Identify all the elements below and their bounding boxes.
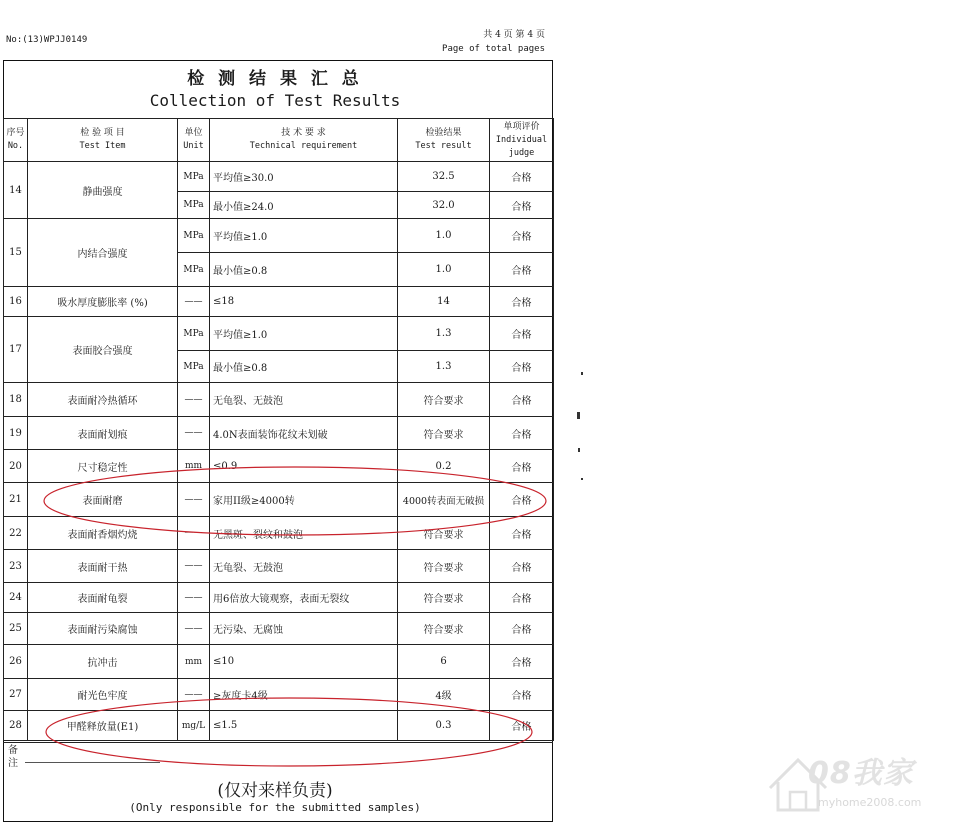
scan-speck [581, 478, 583, 480]
cell-no: 19 [4, 417, 28, 450]
scan-speck [578, 448, 580, 452]
cell-item: 吸水厚度膨胀率 (%) [28, 287, 178, 317]
cell-requirement: 最小值≥0.8 [210, 351, 398, 383]
cell-unit: MPa [178, 351, 210, 383]
cell-unit: mg/L [178, 711, 210, 741]
cell-unit: —— [178, 679, 210, 711]
cell-requirement: ≤18 [210, 287, 398, 317]
cell-result: 1.0 [398, 219, 490, 253]
cell-requirement: ≥灰度卡4级 [210, 679, 398, 711]
cell-item: 表面耐磨 [28, 483, 178, 517]
cell-judge: 合格 [490, 417, 554, 450]
cell-no: 14 [4, 162, 28, 219]
cell-requirement: ≤1.5 [210, 711, 398, 741]
cell-requirement: 无龟裂、无鼓泡 [210, 550, 398, 583]
cell-requirement: ≤10 [210, 645, 398, 679]
cell-result: 符合要求 [398, 550, 490, 583]
col-header-result: 检验结果 Test result [398, 119, 490, 162]
cell-requirement: 无黑斑、裂纹和鼓泡 [210, 517, 398, 550]
cell-no: 27 [4, 679, 28, 711]
cell-result: 4000转表面无破损 [398, 483, 490, 517]
cell-unit: mm [178, 450, 210, 483]
cell-judge: 合格 [490, 383, 554, 417]
cell-unit: MPa [178, 192, 210, 219]
document-number: No:(13)WPJJ0149 [6, 35, 88, 45]
report-title-zh: 检 测 结 果 汇 总 [187, 69, 363, 89]
cell-requirement: 无污染、无腐蚀 [210, 613, 398, 645]
cell-item: 表面耐冷热循环 [28, 383, 178, 417]
annotation-ellipse-row-21 [44, 467, 546, 535]
cell-item: 表面耐香烟灼烧 [28, 517, 178, 550]
cell-requirement: 平均值≥1.0 [210, 317, 398, 351]
col-header-requirement: 技 术 要 求 Technical requirement [210, 119, 398, 162]
cell-item: 静曲强度 [28, 162, 178, 219]
cell-result: 1.3 [398, 351, 490, 383]
cell-unit: —— [178, 287, 210, 317]
cell-judge: 合格 [490, 679, 554, 711]
col-header-unit: 单位 Unit [178, 119, 210, 162]
cell-result: 1.3 [398, 317, 490, 351]
cell-judge: 合格 [490, 645, 554, 679]
cell-item: 表面耐干热 [28, 550, 178, 583]
cell-unit: MPa [178, 162, 210, 192]
footer-note-zh: (仅对来样负责) [217, 781, 333, 801]
cell-requirement: 用6倍放大镜观察，表面无裂纹 [210, 583, 398, 613]
cell-unit: —— [178, 383, 210, 417]
cell-no: 18 [4, 383, 28, 417]
cell-result: 符合要求 [398, 613, 490, 645]
cell-no: 17 [4, 317, 28, 383]
cell-item: 耐光色牢度 [28, 679, 178, 711]
col-header-item: 检 验 项 目 Test Item [28, 119, 178, 162]
cell-judge: 合格 [490, 287, 554, 317]
report-title-en: Collection of Test Results [149, 91, 401, 110]
cell-unit: mm [178, 645, 210, 679]
cell-no: 24 [4, 583, 28, 613]
cell-no: 15 [4, 219, 28, 287]
cell-unit: —— [178, 583, 210, 613]
cell-no: 26 [4, 645, 28, 679]
cell-result: 符合要求 [398, 517, 490, 550]
cell-unit: MPa [178, 253, 210, 287]
cell-judge: 合格 [490, 162, 554, 192]
cell-unit: —— [178, 517, 210, 550]
cell-unit: MPa [178, 219, 210, 253]
cell-requirement: 4.0N表面装饰花纹未划破 [210, 417, 398, 450]
cell-judge: 合格 [490, 317, 554, 351]
cell-judge: 合格 [490, 219, 554, 253]
cell-judge: 合格 [490, 711, 554, 741]
cell-item: 内结合强度 [28, 219, 178, 287]
annotation-ellipse-row-28 [46, 698, 532, 766]
cell-item: 表面耐龟裂 [28, 583, 178, 613]
cell-result: 0.3 [398, 711, 490, 741]
cell-item: 甲醛释放量(E1) [28, 711, 178, 741]
cell-judge: 合格 [490, 351, 554, 383]
cell-result: 32.5 [398, 162, 490, 192]
page-info-en: Page of total pages [442, 44, 545, 54]
cell-unit: —— [178, 483, 210, 517]
cell-judge: 合格 [490, 517, 554, 550]
cell-item: 表面耐划痕 [28, 417, 178, 450]
cell-result: 符合要求 [398, 383, 490, 417]
cell-result: 4级 [398, 679, 490, 711]
watermark-url: myhome2008.com [818, 796, 922, 809]
cell-requirement: 平均值≥1.0 [210, 219, 398, 253]
cell-result: 14 [398, 287, 490, 317]
cell-judge: 合格 [490, 483, 554, 517]
cell-item: 尺寸稳定性 [28, 450, 178, 483]
watermark-text: 08我家 [808, 756, 914, 791]
cell-item: 抗冲击 [28, 645, 178, 679]
col-header-no: 序号 No. [4, 119, 28, 162]
cell-result: 6 [398, 645, 490, 679]
cell-no: 16 [4, 287, 28, 317]
cell-no: 28 [4, 711, 28, 741]
cell-requirement: 家用II级≥4000转 [210, 483, 398, 517]
cell-no: 21 [4, 483, 28, 517]
remarks-label: 备注 [8, 745, 18, 769]
cell-no: 22 [4, 517, 28, 550]
cell-requirement: 平均值≥30.0 [210, 162, 398, 192]
cell-judge: 合格 [490, 583, 554, 613]
cell-judge: 合格 [490, 613, 554, 645]
cell-result: 0.2 [398, 450, 490, 483]
cell-judge: 合格 [490, 550, 554, 583]
cell-unit: —— [178, 417, 210, 450]
scan-speck [581, 372, 583, 375]
cell-item: 表面胶合强度 [28, 317, 178, 383]
cell-no: 23 [4, 550, 28, 583]
footer-note-en: (Only responsible for the submitted samples) [129, 801, 421, 814]
col-header-judge: 单项评价 Individual judge [490, 119, 554, 162]
cell-result: 32.0 [398, 192, 490, 219]
cell-requirement: ≤0.9 [210, 450, 398, 483]
page-info-zh: 共 4 页 第 4 页 [483, 30, 545, 40]
cell-judge: 合格 [490, 450, 554, 483]
cell-requirement: 最小值≥0.8 [210, 253, 398, 287]
cell-item: 表面耐污染腐蚀 [28, 613, 178, 645]
cell-no: 25 [4, 613, 28, 645]
cell-unit: —— [178, 613, 210, 645]
cell-judge: 合格 [490, 253, 554, 287]
cell-requirement: 最小值≥24.0 [210, 192, 398, 219]
cell-unit: —— [178, 550, 210, 583]
cell-result: 符合要求 [398, 417, 490, 450]
cell-requirement: 无龟裂、无鼓泡 [210, 383, 398, 417]
cell-unit: MPa [178, 317, 210, 351]
cell-result: 1.0 [398, 253, 490, 287]
cell-no: 20 [4, 450, 28, 483]
scan-speck [577, 412, 580, 419]
cell-result: 符合要求 [398, 583, 490, 613]
cell-judge: 合格 [490, 192, 554, 219]
